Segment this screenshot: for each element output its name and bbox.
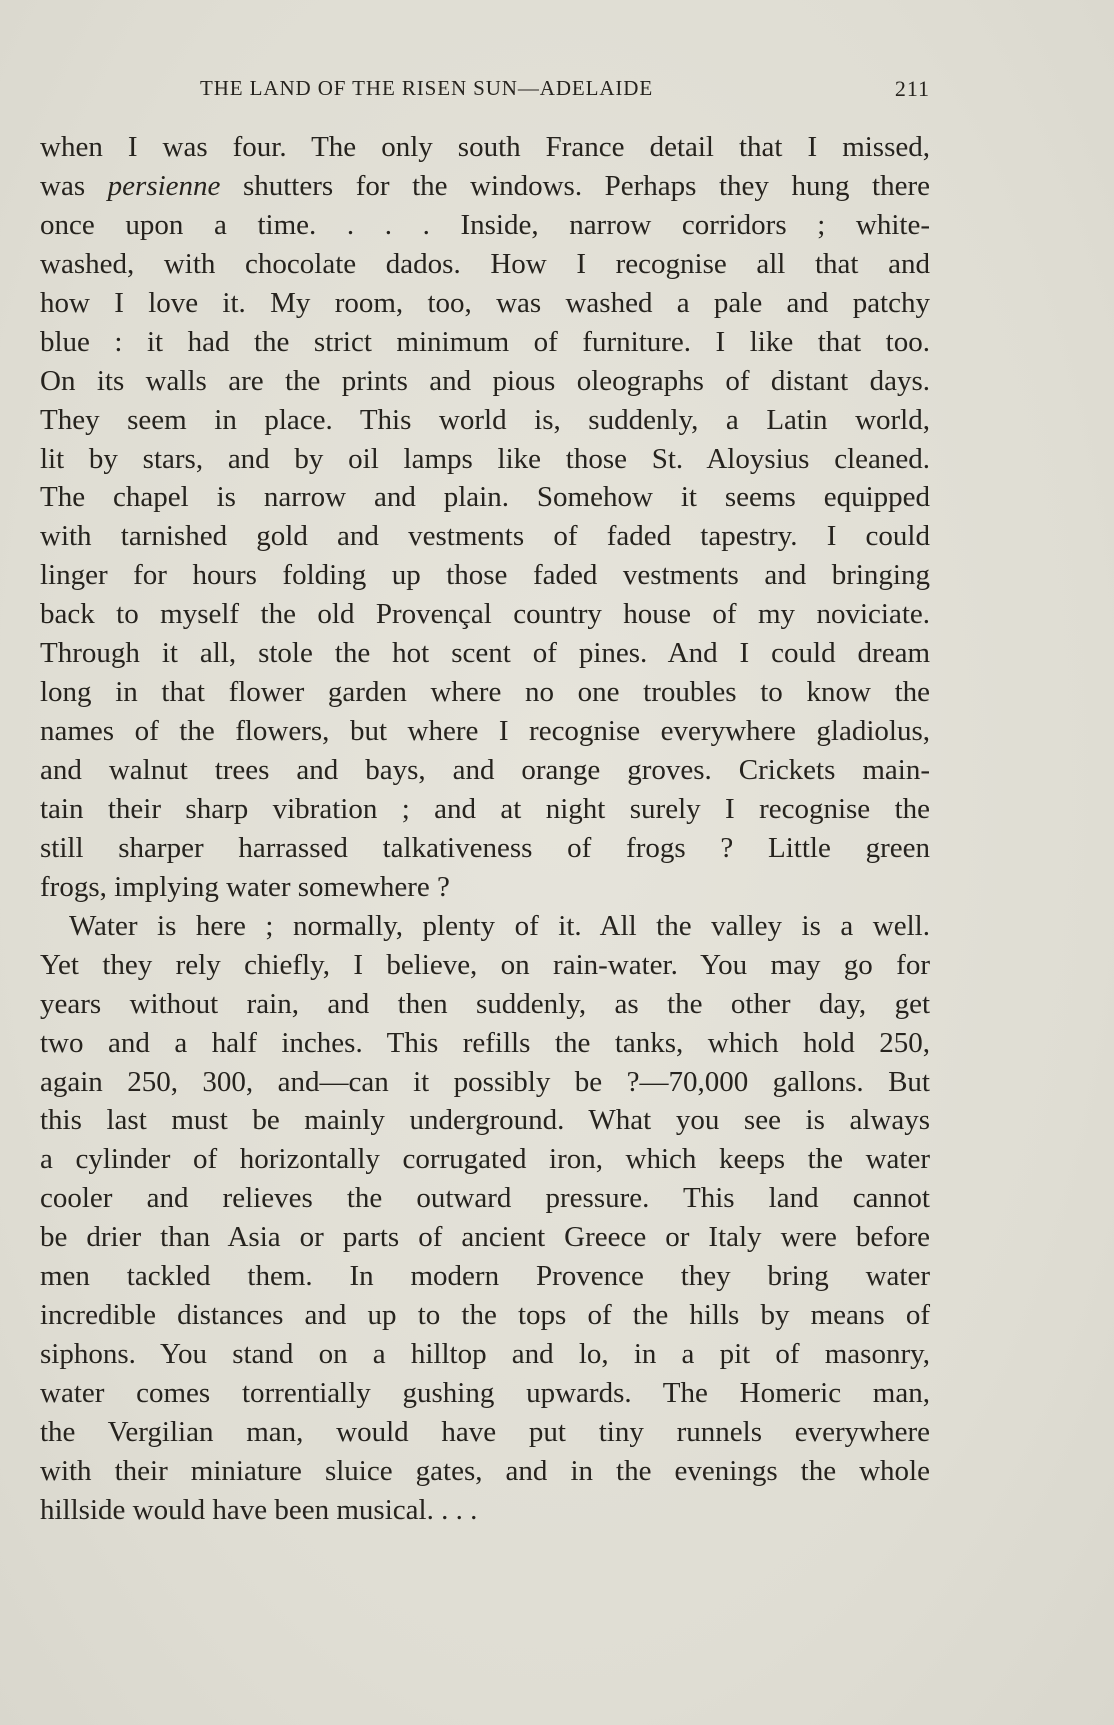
- text-line: blue : it had the strict minimum of furniture. I like that too.: [40, 325, 930, 358]
- running-title: THE LAND OF THE RISEN SUN—ADELAIDE: [200, 76, 654, 100]
- text-line: They seem in place. This world is, suddenly, a Latin world,: [40, 403, 930, 436]
- text-line: with their miniature sluice gates, and in the evenings the whole: [40, 1454, 930, 1487]
- text-line: with tarnished gold and vestments of faded tapestry. I could: [40, 520, 930, 553]
- text-line: Water is here ; normally, plenty of it. All the valley is a well.: [69, 909, 930, 942]
- page-number: 211: [894, 76, 930, 101]
- text-line: On its walls are the prints and pious oleographs of distant days.: [40, 364, 930, 397]
- text-line: lit by stars, and by oil lamps like those St. Aloysius cleaned.: [40, 442, 930, 475]
- text-line: still sharper harrassed talkativeness of frogs ? Little green: [40, 831, 930, 864]
- text-line: a cylinder of horizontally corrugated iron, which keeps the water: [40, 1143, 930, 1176]
- text-line: men tackled them. In modern Provence they bring water: [40, 1260, 930, 1293]
- text-line: and walnut trees and bays, and orange groves. Crickets main-: [40, 754, 930, 786]
- text-line: washed, with chocolate dados. How I recognise all that and: [40, 247, 930, 280]
- text-line: water comes torrentially gushing upwards. The Homeric man,: [40, 1377, 930, 1409]
- text-line: two and a half inches. This refills the tanks, which hold 250,: [40, 1026, 930, 1059]
- text-line: cooler and relieves the outward pressure. This land cannot: [40, 1182, 930, 1215]
- text-line: The chapel is narrow and plain. Somehow it seems equipped: [40, 481, 930, 514]
- text-line: when I was four. The only south France detail that I missed,: [40, 131, 930, 163]
- paragraph-2: [40, 907, 930, 1530]
- body-text: [40, 128, 930, 1530]
- text-line: once upon a time. . . . Inside, narrow corridors ; white-: [40, 208, 930, 241]
- paragraph-1: [40, 128, 930, 907]
- text-run: was: [40, 169, 108, 202]
- running-head: [40, 76, 930, 106]
- text-line: how I love it. My room, too, was washed a pale and patchy: [40, 286, 930, 319]
- text-line: years without rain, and then suddenly, as the other day, get: [40, 987, 930, 1020]
- text-run: shutters for the windows. Perhaps they hung there: [220, 169, 930, 202]
- text-line: frogs, implying water somewhere ?: [40, 870, 450, 903]
- text-line: [40, 167, 930, 206]
- text-line: tain their sharp vibration ; and at night surely I recognise the: [40, 792, 930, 825]
- text-line: long in that flower garden where no one troubles to know the: [40, 676, 930, 709]
- text-line: this last must be mainly underground. What you see is always: [40, 1104, 930, 1137]
- text-line: hillside would have been musical. . . .: [40, 1493, 478, 1526]
- text-line: back to myself the old Provençal country house of my noviciate.: [40, 598, 930, 631]
- text-line: siphons. You stand on a hilltop and lo, in a pit of masonry,: [40, 1338, 930, 1371]
- text-line: be drier than Asia or parts of ancient Greece or Italy were before: [40, 1221, 930, 1254]
- text-line: the Vergilian man, would have put tiny runnels everywhere: [40, 1415, 930, 1448]
- italic-term: persienne: [107, 169, 221, 202]
- text-line: names of the flowers, but where I recognise everywhere gladiolus,: [40, 715, 930, 748]
- text-line: linger for hours folding up those faded vestments and bringing: [40, 559, 930, 592]
- text-line: Yet they rely chiefly, I believe, on rain-water. You may go for: [40, 948, 930, 981]
- text-line: Through it all, stole the hot scent of pines. And I could dream: [40, 637, 930, 670]
- text-line: again 250, 300, and—can it possibly be ?—70,000 gallons. But: [40, 1065, 930, 1098]
- text-line: incredible distances and up to the tops of the hills by means of: [40, 1299, 930, 1332]
